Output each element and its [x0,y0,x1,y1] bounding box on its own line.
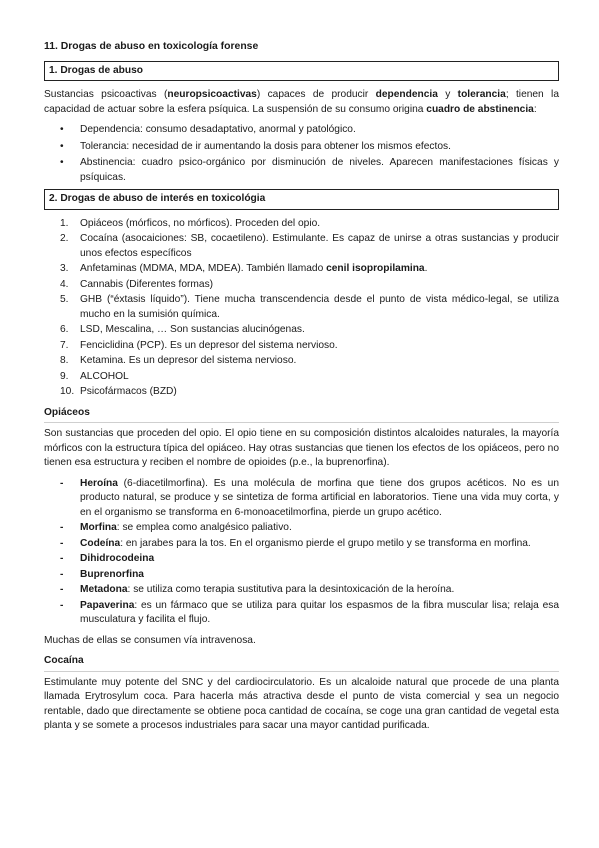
intro-text: y [437,89,458,100]
list-text: Cannabis (Diferentes formas) [80,278,214,290]
intro-bold-dependencia: dependencia [375,89,438,100]
cocaina-paragraph: Estimulante muy potente del SNC y del cardiocirculatorio. Es un alcaloide natural que procede de una planta llamada Erytrosylum coca. Para hacerla más atractiva desde el punto de vista comercial y sea un negocio rentable, dado que directamente se obtiene poca cantidad de cocaína, se coge una gran cantidad de vegetal esta planta y se somete a procesos industriales para sacar una mayor cantidad purificada. [44,676,559,731]
intro-text: Sustancias psicoactivas ( [44,89,168,100]
list-bold-text: Heroína [80,477,118,489]
list-text: : en jarabes para la tos. En el organismo pierde el grupo metilo y se transforma en morfina. [120,537,531,549]
list-text: (6-diacetilmorfina). Es una molécula de morfina que tiene dos grupos acéticos. No es un producto natural, se produce y se sintetiza de forma artificial en laboratorios. Tiene una vida muy corta, y en el organismo se transforma en 6-monoacetilmorfina, pierde un grupo acético. [80,477,559,518]
intro-bold-neuropsicoactivas: neuropsicoactivas [167,89,257,100]
list-text: ALCOHOL [80,370,129,382]
section-heading-drogas-de-abuso: 1. Drogas de abuso [44,61,559,82]
list-text: Cocaína (asocaiciones: SB, cocaetileno). Estimulante. Es capaz de unirse a otras sustancias y producir unos efectos específicos [80,233,559,259]
list-item [44,568,559,583]
list-item [44,354,559,369]
list-text: Anfetaminas (MDMA, MDA, MDEA). También llamado [80,263,327,274]
list-item [44,521,559,536]
list-item [44,370,559,385]
list-item [44,262,559,277]
list-bold-text: Papaverina [80,599,135,611]
list-text: : es un fármaco que se utiliza para quitar los espasmos de la fibra muscular lisa; relaja esa musculatura y facilita el flujo. [80,599,559,625]
list-item [44,217,559,232]
list-item: • Abstinencia: cuadro psico-orgánico por disminución de niveles. Aparecen manifestaciones físicas y psíquicas. [44,156,559,185]
subheading-cocaina: Cocaína [44,654,559,672]
list-number: 6. [60,324,69,335]
list-number: 8. [60,355,69,366]
list-bold-text: Codeína [80,537,121,549]
list-item [44,385,559,400]
list-item [44,552,559,567]
list-number: 2. [60,233,69,244]
list-number: 7. [60,339,69,351]
list-item [44,599,559,628]
list-text: : se emplea como analgésico paliativo. [116,522,292,533]
definitions-list [44,123,559,185]
list-bold-text: cenil isopropilamina [326,263,425,274]
list-text: Ketamina. Es un depresor del sistema nervioso. [80,355,297,366]
list-item [44,537,559,552]
list-bold-text: Dihidrocodeina [80,553,155,564]
intro-text: : [533,103,537,115]
list-item [44,278,559,293]
list-item [44,339,559,354]
list-item [44,293,559,322]
list-item: • Tolerancia: necesidad de ir aumentando la dosis para obtener los mismos efectos. [44,140,559,155]
opiaceos-paragraph: Son sustancias que proceden del opio. El opio tiene en su composición distintos alcaloides naturales, la mayoría mórficos con la estructura típica del opiáceo. Hay otras sustancias que tienen los efectos de los opiáceos, pero no tienen esa estructura y reciben el nombre de opioides (p.e., la buprenorfina). [44,428,559,468]
list-item [44,323,559,338]
list-text: Psicofármacos (BZD) [80,386,177,397]
list-number: 10. [60,386,75,397]
list-bold-text: Morfina [80,522,117,533]
list-item [44,232,559,261]
list-text: Opiáceos (mórficos, no mórficos). Proceden del opio. [80,217,321,229]
intro-paragraph [44,88,559,117]
list-text: GHB (“éxtasis líquido”). Tiene mucha transcendencia desde el punto de vista médico-legal, se utiliza mucho en la sumisión química. [80,294,559,320]
list-text: LSD, Mescalina, … Son sustancias alucinógenas. [80,324,305,335]
subheading-opiaceos: Opiáceos [44,406,559,424]
list-bold-text: Buprenorfina [80,568,144,580]
list-text: . [424,263,428,274]
opiaceos-closing: Muchas de ellas se consumen vía intravenosa. [44,634,256,646]
section-heading-drogas-interes: 2. Drogas de abuso de interés en toxicológia [44,189,559,210]
list-bold-text: Metadona [80,584,128,595]
list-text: Fenciclidina (PCP). Es un depresor del sistema nervioso. [80,339,338,351]
list-text: : se utiliza como terapia sustitutiva para la desintoxicación de la heroína. [127,584,455,595]
list-number: 5. [60,294,69,305]
list-number: 4. [60,278,69,290]
drugs-numbered-list [44,217,559,400]
list-item: • Dependencia: consumo desadaptativo, anormal y patológico. [44,123,559,138]
document-title: 11. Drogas de abuso en toxicología forense [44,41,259,52]
list-number: 9. [60,370,69,382]
opiaceos-list [44,477,559,628]
document-page [44,40,559,740]
list-item [44,583,559,598]
intro-bold-tolerancia: tolerancia [457,89,506,100]
intro-bold-cuadro-abstinencia: cuadro de abstinencia [426,103,534,115]
list-number: 1. [60,217,69,229]
list-item [44,477,559,521]
list-number: 3. [60,263,69,274]
intro-text: ; tienen la capacidad de actuar sobre la esfera psíquica. La suspensión de su consumo origina [44,89,559,115]
intro-text: ) capaces de producir [256,89,376,100]
